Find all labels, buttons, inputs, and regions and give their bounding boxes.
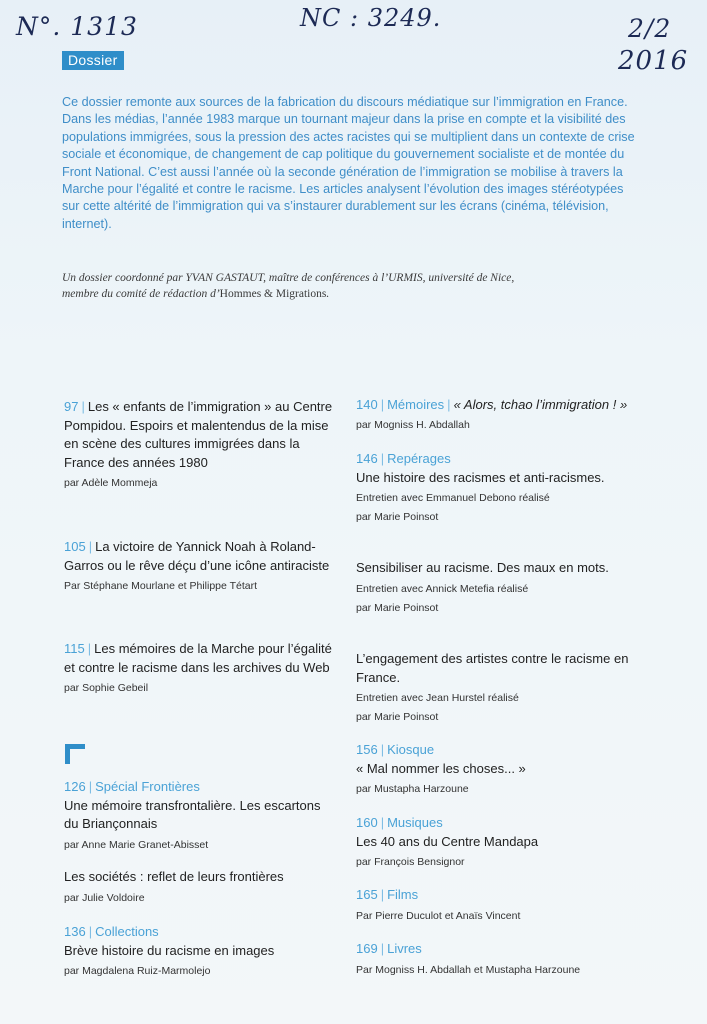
- section-corner-mark: [65, 744, 85, 764]
- toc-section-heading: 156 | Kiosque: [356, 742, 435, 757]
- toc-entry-97: [64, 398, 334, 491]
- toc-section-heading: 160 | Musiques: [356, 815, 443, 830]
- toc-title-text: Les 40 ans du Centre Mandapa: [356, 833, 539, 849]
- toc-title-text: Les mémoires de la Marche pour l’égalité et contre le racisme dans les archives du Web: [64, 641, 332, 675]
- toc-author: par Julie Voldoire: [64, 891, 145, 904]
- toc-entry-165: [356, 886, 636, 924]
- toc-entry-title: 105 | La victoire de Yannick Noah à Roland-Garros ou le rêve déçu d’une icône antiraciste: [64, 539, 330, 573]
- toc-entry-160: [356, 814, 636, 870]
- credit-journal: Hommes & Migrations: [219, 288, 327, 300]
- handwritten-nc-number: NC : 3249.: [300, 4, 442, 32]
- toc-title-text: Sensibiliser au racisme. Des maux en mots.: [356, 560, 609, 575]
- toc-section-label: Repérages: [387, 451, 451, 466]
- toc-section-heading: 146 | Repérages: [356, 451, 451, 466]
- toc-section-heading: 136 | Collections: [64, 924, 159, 939]
- toc-entry-engagement: [356, 650, 636, 725]
- toc-title-text: Une mémoire transfrontalière. Les escartons du Briançonnais: [64, 797, 321, 831]
- toc-section-label: Collections: [95, 924, 159, 939]
- toc-author: par Mogniss H. Abdallah: [356, 418, 470, 431]
- toc-section-label: Musiques: [387, 815, 443, 830]
- toc-title-text: Les « enfants de l’immigration » au Centre Pompidou. Espoirs et malentendus de la mise en scène des cultures immigrées dans la France des années 1980: [64, 399, 333, 470]
- toc-author: par Marie Poinsot: [356, 601, 439, 614]
- toc-title-text: « Alors, tchao l’immigration ! »: [453, 397, 628, 412]
- handwritten-number: N°. 1313: [16, 12, 138, 41]
- toc-section-label: Spécial Frontières: [95, 779, 200, 794]
- credit-line-1: Un dossier coordonné par YVAN GASTAUT, maître de conférences à l’URMIS, université de Nice,: [62, 272, 515, 284]
- toc-title-text: L’engagement des artistes contre le racisme en France.: [356, 651, 629, 685]
- toc-section-label: Livres: [387, 941, 422, 956]
- credit-end: .: [326, 288, 330, 300]
- toc-entry-105: [64, 538, 334, 594]
- toc-entry-societes: [64, 868, 334, 906]
- toc-author: par Adèle Mommeja: [64, 477, 158, 489]
- toc-page-number: 136: [64, 924, 86, 939]
- toc-author: par François Bensignor: [356, 856, 465, 868]
- toc-entry-sensibiliser: [356, 559, 636, 616]
- toc-entry-140: [356, 396, 636, 433]
- toc-entry-title: 140 | Mémoires | « Alors, tchao l’immigration ! » par Mogniss H. Abdallah: [356, 397, 628, 431]
- handwritten-year: 2016: [618, 46, 689, 76]
- toc-entry-126: [64, 778, 334, 853]
- toc-page-number: 156: [356, 742, 378, 757]
- toc-author: par Mustapha Harzoune: [356, 783, 469, 795]
- toc-entry-115: [64, 640, 334, 696]
- toc-author: Par Pierre Duculot et Anaïs Vincent: [356, 909, 521, 922]
- toc-page-number: 160: [356, 815, 378, 830]
- toc-author: par Marie Poinsot: [356, 511, 439, 523]
- toc-page-number: 140: [356, 397, 378, 412]
- toc-interview: Entretien avec Annick Metefia réalisé: [356, 582, 529, 595]
- toc-section-label: Films: [387, 887, 419, 902]
- toc-title-text: La victoire de Yannick Noah à Roland-Garros ou le rêve déçu d’une icône antiraciste: [64, 539, 330, 573]
- toc-author: par Anne Marie Granet-Abisset: [64, 838, 209, 851]
- toc-page-number: 169: [356, 941, 378, 956]
- toc-entry-146: [356, 450, 636, 525]
- toc-author: Par Mogniss H. Abdallah et Mustapha Harzoune: [356, 963, 581, 976]
- toc-author: par Magdalena Ruiz-Marmolejo: [64, 965, 211, 977]
- toc-title-text: Brève histoire du racisme en images: [64, 942, 275, 958]
- toc-interview: Entretien avec Emmanuel Debono réalisé: [356, 492, 550, 504]
- toc-title-text: Une histoire des racismes et anti-racismes.: [356, 469, 605, 485]
- toc-page-number: 146: [356, 451, 378, 466]
- toc-page-number: 165: [356, 887, 378, 902]
- toc-entry-156: [356, 741, 636, 797]
- toc-interview: Entretien avec Jean Hurstel réalisé: [356, 692, 519, 704]
- toc-entry-136: [64, 923, 334, 979]
- toc-section-heading: 169 | Livres: [356, 941, 422, 956]
- handwritten-issue: 2/2: [628, 14, 672, 43]
- toc-page-number: 97: [64, 399, 79, 414]
- toc-section-heading: 165 | Films: [356, 887, 419, 902]
- toc-page-number: 115: [64, 641, 85, 656]
- toc-title-text: « Mal nommer les choses... »: [356, 760, 526, 776]
- toc-entry-169: [356, 940, 656, 978]
- dossier-credit: [62, 270, 642, 302]
- toc-page-number: 105: [64, 539, 86, 554]
- toc-page-number: 126: [64, 779, 86, 794]
- toc-entry-title: 97 | Les « enfants de l’immigration » au Centre Pompidou. Espoirs et malentendus de la mise en scène des cultures immigrées dans la France des années 1980: [64, 399, 333, 470]
- dossier-badge: Dossier: [62, 51, 124, 70]
- toc-section-label: Kiosque: [387, 742, 435, 757]
- toc-title-text: Les sociétés : reflet de leurs frontières: [64, 869, 284, 884]
- toc-section-label: Mémoires: [387, 397, 445, 412]
- dossier-intro: Ce dossier remonte aux sources de la fabrication du discours médiatique sur l’immigration en France. Dans les médias, l’année 1983 marque un tournant majeur dans la prise en compte et la visibilité des populations immigrées, sous la pression des actes racistes qui se multiplient dans un contexte de crise sociale et économique, de changement de cap politique du gouvernement socialiste et de montée du Front National. C’est aussi l’année où la seconde génération de l’immigration se mobilise à travers la Marche pour l’égalité et contre le racisme. Les articles analysent l’évolution des images stéréotypées sur cette altérité de l’immigration qui va s’instaurer durablement sur les écrans (cinéma, télévision, internet).: [62, 95, 635, 231]
- toc-author: par Marie Poinsot: [356, 711, 439, 723]
- toc-author: Par Stéphane Mourlane et Philippe Tétart: [64, 580, 258, 592]
- credit-line-2: membre du comité de rédaction d’: [62, 288, 220, 300]
- toc-author: par Sophie Gebeil: [64, 682, 149, 694]
- toc-entry-title: 115 | Les mémoires de la Marche pour l’égalité et contre le racisme dans les archives du Web: [64, 641, 332, 675]
- toc-section-heading: 126 | Spécial Frontières: [64, 779, 200, 794]
